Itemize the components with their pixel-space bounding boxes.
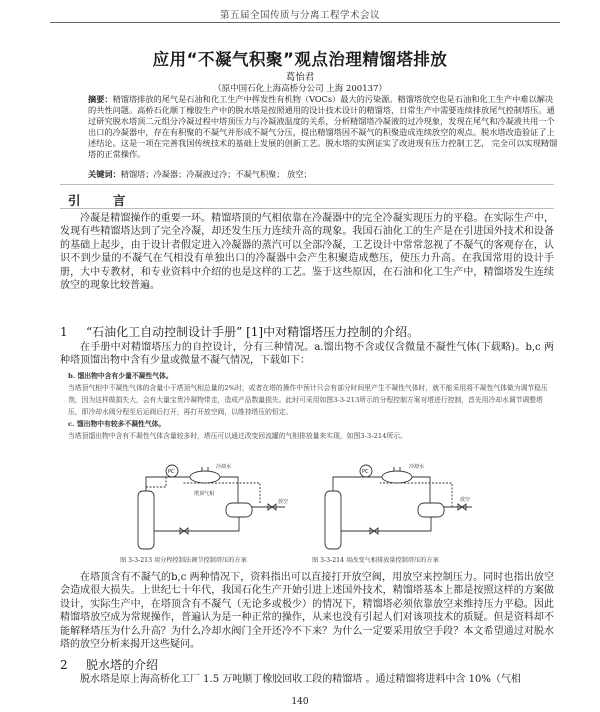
author: 葛怡君 bbox=[285, 72, 315, 83]
cooling-water-2 bbox=[394, 467, 400, 471]
vent-label-2: 放空 bbox=[460, 497, 471, 503]
cw-label-2: 冷却水 bbox=[409, 464, 425, 470]
condensate-line-2 bbox=[412, 477, 430, 503]
cw-label-1: 冷却水 bbox=[216, 464, 232, 470]
condenser-1 bbox=[190, 471, 220, 483]
section-1-heading bbox=[60, 323, 560, 340]
control-scheme-diagrams bbox=[120, 463, 480, 553]
scanned-excerpt bbox=[68, 371, 554, 442]
keywords bbox=[88, 169, 558, 180]
affiliation: （原中国石化上海高桥分公司 上海 200137） bbox=[213, 84, 387, 94]
vapor-line-1 bbox=[146, 477, 190, 491]
paragraph-3: 在塔顶含有不凝气的b,c 两种情况下，资料指出可以直接打开放空阀，用放空来控制压力。同时也指出放空会造成很大损失。上世纪七十年代，我国石化生产开始引进上述国外技术，精馏塔基本上都是按照这样的方案做设计，实际生产中，在塔顶含有不凝气（无论多或极少）的情况下，精馏塔必须依靠放空来维持压力平稳。因此精馏塔放空成为常规操作，普遍认为是一种正常的操作，从来也没有引起人们对该项技术的质疑。但是资料却不能解释塔压为什么升高？为什么冷却水阀门全开还冷不下来？为什么一定要采用放空手段？本文希望通过对脱水塔的放空分析来揭开这些疑问。 bbox=[60, 572, 554, 651]
excerpt-c-heading: c. 馏出物中有较多不凝性气体。 bbox=[68, 419, 166, 428]
abstract bbox=[88, 94, 558, 161]
abstract-label: 摘要： bbox=[88, 94, 113, 104]
reflux-drum-1 bbox=[226, 503, 252, 517]
condenser-2 bbox=[382, 471, 412, 483]
section-2-heading bbox=[60, 656, 260, 673]
figure-caption-1: 图 3-3-213 用分程控制法调节控制塔压的方案 bbox=[120, 557, 247, 564]
section-1-number: 1 bbox=[60, 325, 68, 339]
vent-label-1: 放空 bbox=[278, 499, 289, 505]
keywords-text: 精馏塔；冷凝器；冷凝液过冷；不凝气积聚； 放空； bbox=[120, 169, 312, 179]
figure-caption-2: 图 3-3-214 用改变气相排放量控制塔压的方案 bbox=[312, 557, 439, 564]
pc-label-2: PC bbox=[362, 469, 369, 475]
vapor-line-2 bbox=[333, 477, 382, 491]
excerpt-b-text: 当塔顶气相中不凝性气体的含量小于塔顶气相总量的2%时，或者在塔的操作中预计只会有部分时间里产生不凝性气体时，就不能采用将不凝性气体做为调节稳压剂，因为这样做损失大，会有大量宝贵冷凝物带走，造成产品数量损失。此时可采用如图3-3-213所示的分程控制方案对塔进行控制，首先用冷却水调节调整塔压，即冷却水阀分程至后运阀后打开，再打开放空阀，以维持塔压的恒定。 bbox=[68, 383, 548, 416]
section-2-paragraph: 脱水塔是原上海高桥化工厂 1.5 万吨顺丁橡胶回收工段的精馏塔 。通过精馏将进料中含 10%（气相 bbox=[80, 674, 521, 685]
divider-top bbox=[60, 184, 554, 185]
reflux-line-1 bbox=[154, 517, 239, 531]
intro-heading: 引 言 bbox=[68, 193, 140, 208]
vapor-label-1: 塔顶气相 bbox=[194, 491, 215, 497]
keywords-label: 关键词： bbox=[88, 169, 121, 179]
condensate-line-1 bbox=[220, 477, 238, 503]
section-1-paragraph: 在手册中对精馏塔压力的自控设计，分有三种情况。a.馏出物不含或仅含微量不凝性气体(下载略)。b,c 两种塔顶馏出物中含有少量或微量不凝气情况，下载如下： bbox=[60, 342, 554, 367]
intro-paragraph: 冷凝是精馏操作的重要一环。精馏塔顶的气相依靠在冷凝器中的完全冷凝实现压力的平稳。在实际生产中，发现有些精馏塔达到了完全冷凝，却还发生压力连续升高的现象。我国石油化工的生产是在引进国外技术和设备的基础上起步，由于设计者假定进入冷凝器的蒸汽可以全部冷凝，工艺设计中常常忽视了不凝气的客观存在，认识不到少量的不凝气在气相没有单独出口的冷凝器中会产生积聚造成憋压，使压力升高。在我国常用的设计手册，大中专教材，和专业资料中介绍的也是这样的工艺。鉴于这些原因，在石油和化工生产中，精馏塔发生连续放空的现象比较普遍。 bbox=[60, 213, 554, 292]
cooling-water-1 bbox=[202, 467, 208, 471]
reflux-line-2 bbox=[341, 517, 431, 531]
section-2-number: 2 bbox=[60, 658, 68, 672]
excerpt-b-heading: b. 馏出物中含有少量不凝性气体。 bbox=[68, 372, 173, 380]
column-2 bbox=[325, 491, 341, 549]
reflux-drum-2 bbox=[418, 503, 444, 517]
running-head: 第五届全国传质与分离工程学术会议 bbox=[219, 10, 380, 21]
page-number: 140 bbox=[291, 697, 309, 707]
abstract-text: 精馏塔排放的尾气是石油和化工生产中挥发性有机物（VOCs）最大的污染源。精馏塔放空也是石油和化工生产中难以解决的共性问题。高桥石化顺丁橡胶生产中的脱水塔是按照通用的设计技术设计的精馏塔，日常生产中需要连续排放尾气控制塔压。通过研究脱水塔顶二元组分冷凝过程中塔顶压力与冷凝液温度的关系，分析精馏塔冷凝液的过冷现象，发现在尾气和冷凝液共用一个出口的冷凝器中，存在有积聚的不凝气并形成不凝气分压，提出精馏塔因不凝气的积聚造成连续放空的观点。脱水塔改造验证了上述结论。这是一项在完善我国传统技术的基础上发展的创新工艺。脱水塔的实例证实了改进现有压力控制工艺， 完全可以实现精馏塔的正常操作。 bbox=[88, 94, 558, 160]
pc-label-1: PC bbox=[168, 469, 175, 475]
header-rule bbox=[50, 22, 560, 23]
paper-title: 应用“不凝气积聚”观点治理精馏塔排放 bbox=[152, 50, 448, 69]
section-2-title: 脱水塔的介绍 bbox=[86, 658, 159, 672]
divider-bottom bbox=[60, 208, 554, 209]
section-1-title: “石油化工自动控制设计手册” [1]中对精馏塔压力控制的介绍。 bbox=[86, 325, 420, 339]
column-1 bbox=[138, 491, 154, 549]
excerpt-c-text: 当塔顶馏出物中含有不凝性气体含量较多时，塔压可以通过改变回流罐的气相排放量来实现，如图3-3-214所示。 bbox=[68, 431, 407, 440]
